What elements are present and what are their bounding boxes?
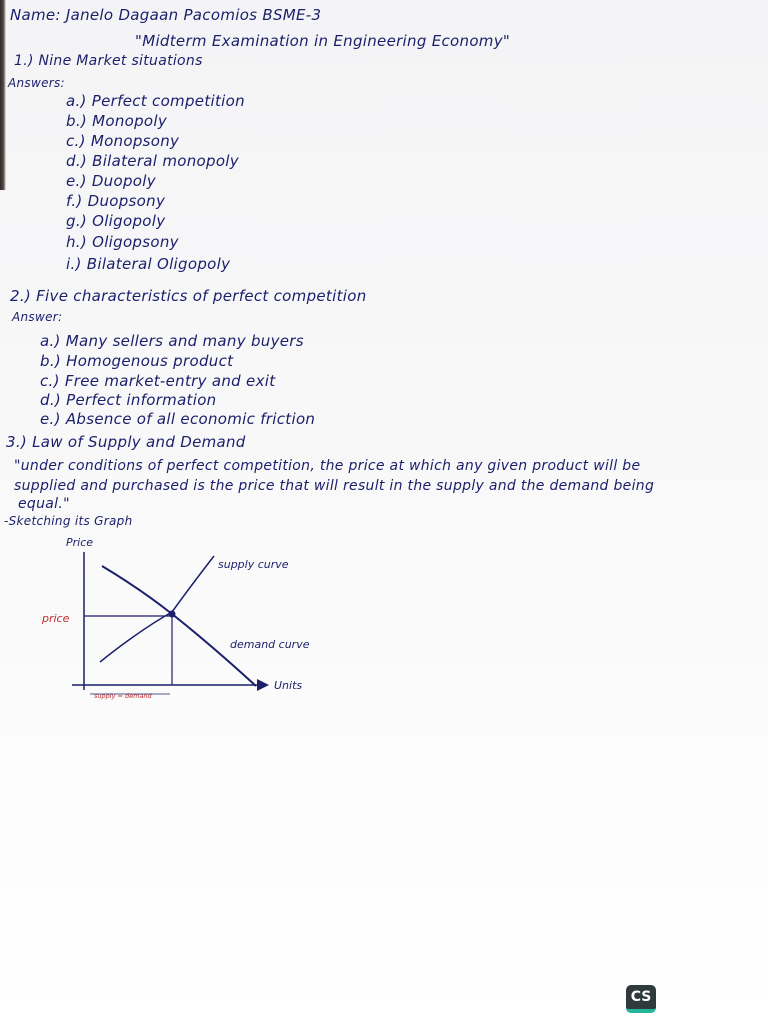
demand-curve [102,566,256,686]
q1-item: g.) Oligopoly [66,212,166,230]
supply-demand-graph [30,532,360,712]
x-axis-label: Units [274,679,303,692]
q1-item: e.) Duopoly [66,172,156,190]
price-label: price [42,612,70,625]
q2-answer-label: Answer: [12,310,63,324]
q1-heading: 1.) Nine Market situations [14,53,203,69]
q1-item: i.) Bilateral Oligopoly [66,255,231,273]
q1-item: f.) Duopsony [66,192,166,210]
sketch-label: -Sketching its Graph [4,514,133,528]
supply-curve-label: supply curve [218,558,289,571]
q3-heading: 3.) Law of Supply and Demand [6,433,246,451]
demand-curve-label: demand curve [230,638,310,651]
q2-item: c.) Free market-entry and exit [40,372,276,390]
q1-item: d.) Bilateral monopoly [66,152,239,170]
q2-item: b.) Homogenous product [40,352,234,370]
q1-answer-label: Answers: [8,76,65,90]
q3-quote-line: "under conditions of perfect competition, the price at which any given product will be [14,458,641,474]
q1-item: b.) Monopoly [66,112,168,130]
q1-item: h.) Oligopsony [66,233,179,251]
exam-title: "Midterm Examination in Engineering Economy" [135,32,511,50]
q2-item: a.) Many sellers and many buyers [40,332,304,350]
q3-quote-line: supplied and purchased is the price that will result in the supply and the demand being [14,478,655,494]
q3-quote-line: equal." [18,496,70,512]
q2-item: d.) Perfect information [40,391,217,409]
q2-item: e.) Absence of all economic friction [40,410,316,428]
q2-heading: 2.) Five characteristics of perfect competition [10,287,367,305]
y-axis-label: Price [66,536,94,549]
equilibrium-label: supply = demand [94,692,152,700]
q1-item: a.) Perfect competition [66,92,245,110]
q1-item: c.) Monopsony [66,132,180,150]
name-line: Name: Janelo Dagaan Pacomios BSME-3 [10,6,322,24]
equilibrium-point [169,611,176,618]
paper-shadow-edge [0,0,6,190]
supply-curve [100,556,214,662]
camscanner-logo: CS [626,985,656,1013]
